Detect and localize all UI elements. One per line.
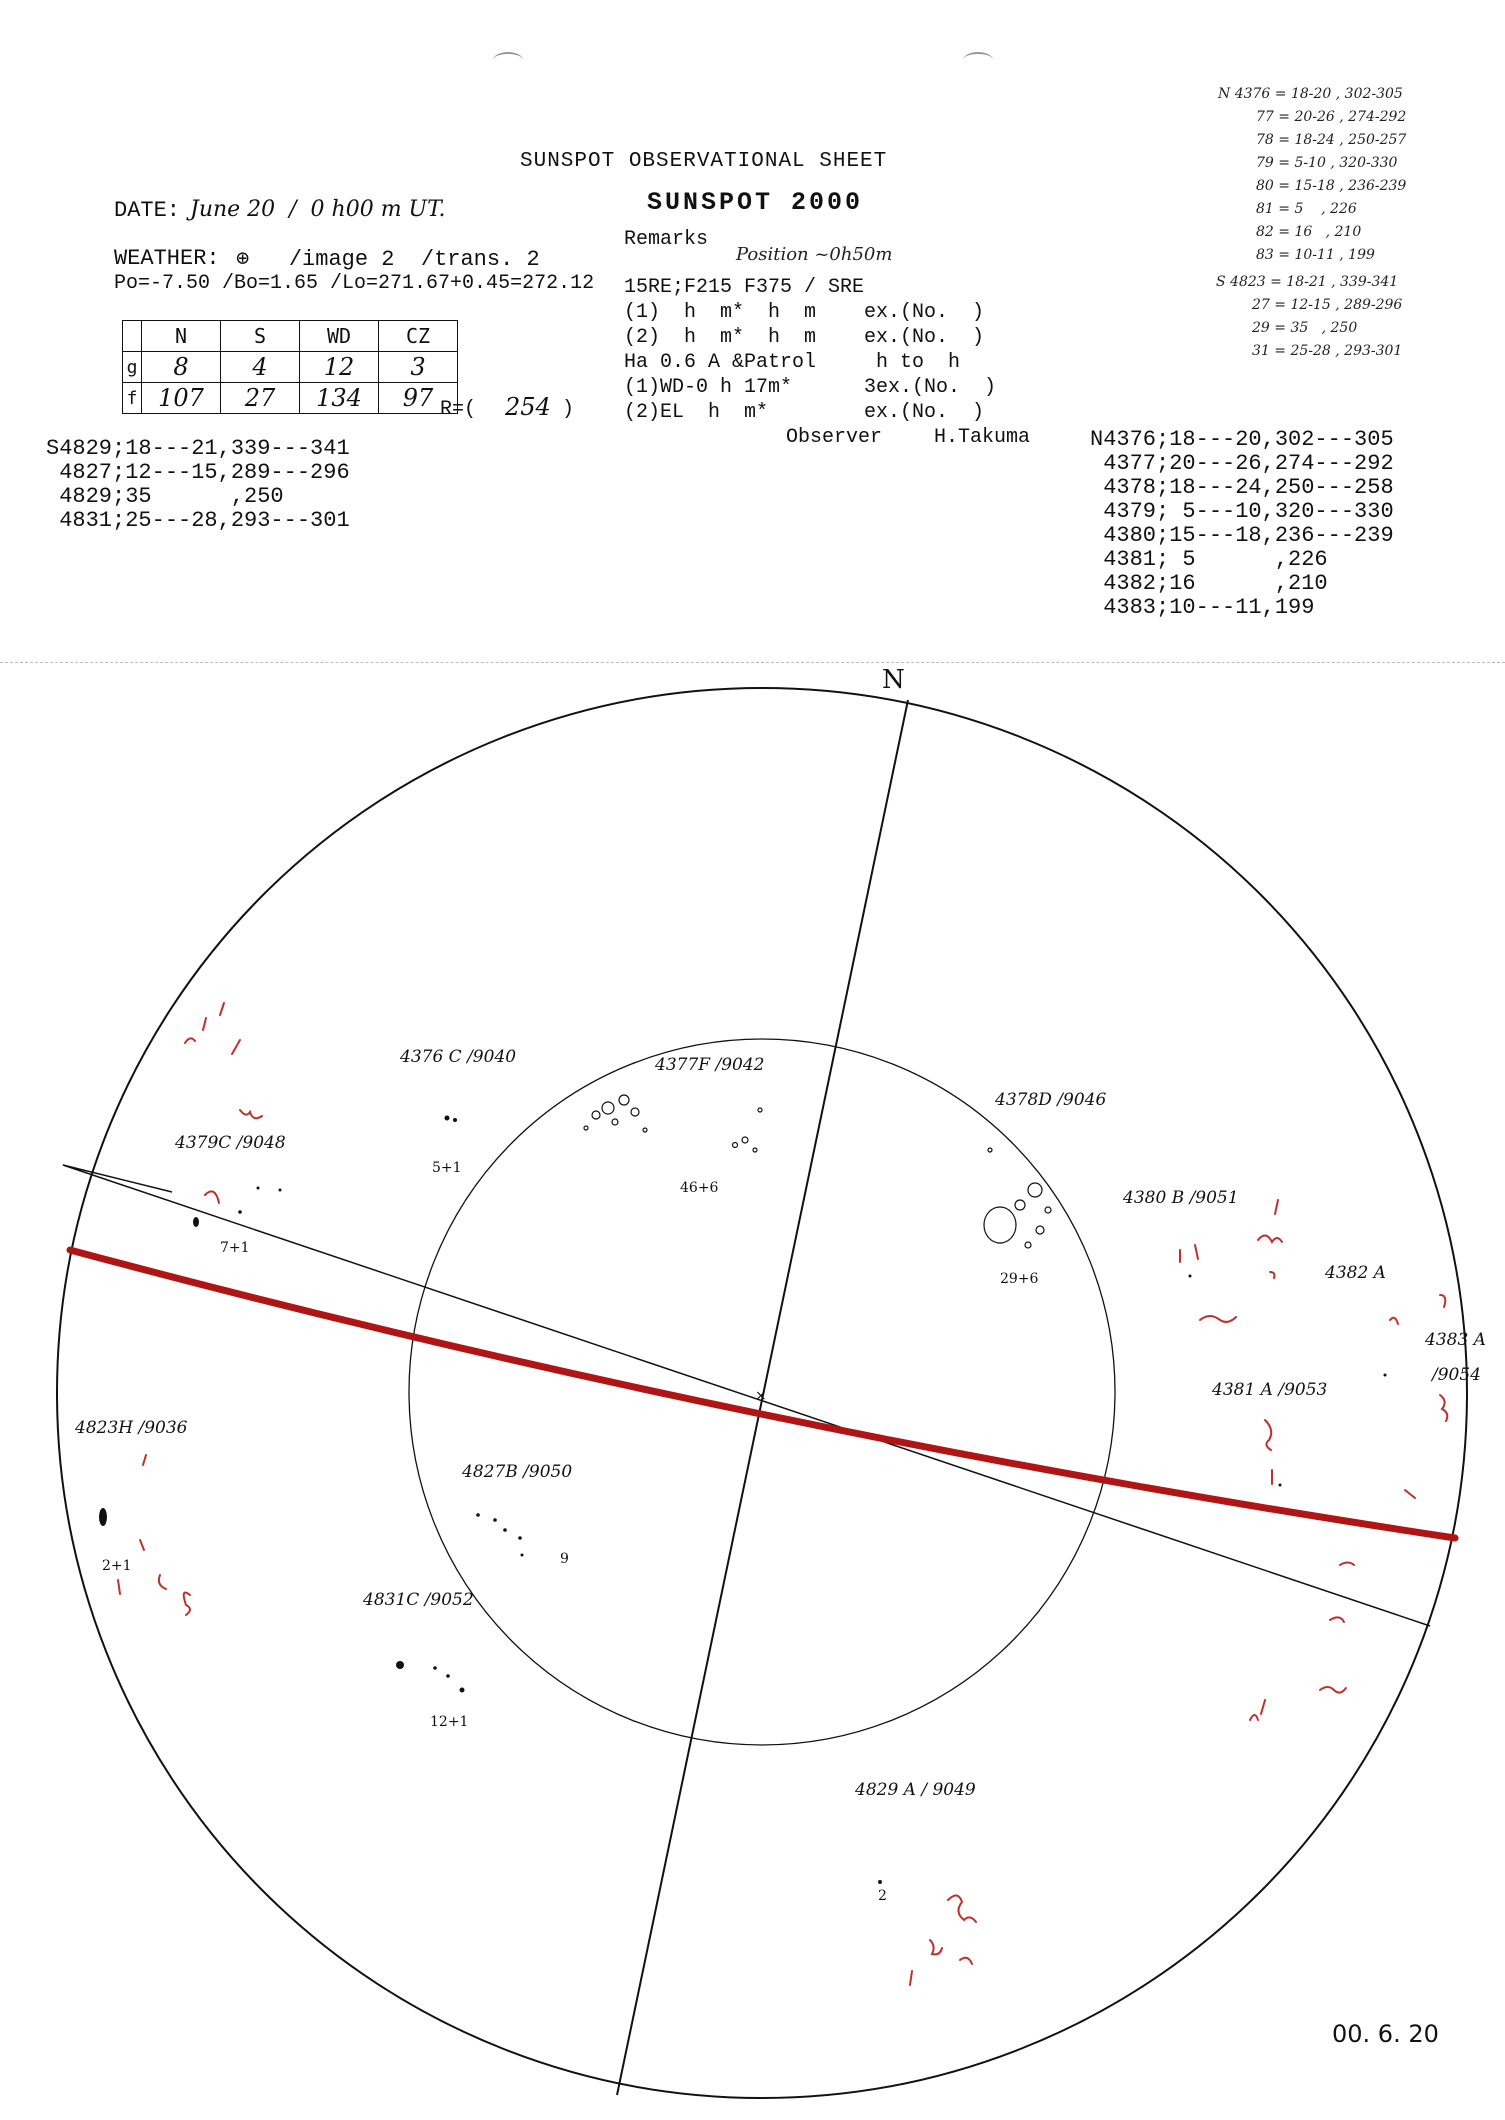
remarks-line-1: 15RE;F215 F375 / SRE [624,276,865,299]
note-line: 78 = 18-24 , 250-257 [1256,132,1407,148]
note-line: 83 = 10-11 , 199 [1256,247,1375,263]
region-label-4383-number: /9054 [1432,1365,1481,1385]
region-label-4831: 4831C /9052 [363,1590,474,1610]
note-line: S 4823 = 18-21 , 339-341 [1216,274,1399,290]
region-count-4831: 12+1 [430,1714,469,1730]
region-count-4823: 2+1 [102,1558,132,1574]
south-group-line: S4829;18---21,339---341 [46,436,350,461]
spot-group-4823 [99,1508,107,1526]
observer-label: Observer [786,426,883,449]
header-cz: CZ [379,321,458,352]
region-count-4829: 2 [878,1888,887,1904]
region-label-4381: 4381 A /9053 [1212,1380,1328,1400]
region-count-4376: 5+1 [432,1160,462,1176]
cell-f-n: 107 [142,383,221,414]
header-n: N [142,321,221,352]
region-label-4376: 4376 C /9040 [400,1047,517,1067]
cell-f-cz: 97 [379,383,458,414]
north-group-line: 4383;10---11,199 [1090,595,1315,620]
region-label-4829: 4829 A / 9049 [855,1780,976,1800]
remarks-line-3: (2) h m* h m ex.(No. ) [624,326,985,349]
spot-group-4829 [878,1880,882,1884]
note-line: N 4376 = 18-20 , 302-305 [1218,86,1403,102]
header-s: S [221,321,300,352]
faculae-red-ink [118,1003,1447,1985]
sheet-subtitle: SUNSPOT 2000 [647,188,864,217]
north-group-line: 4378;18---24,250---258 [1090,475,1394,500]
north-group-line: 4377;20---26,274---292 [1090,451,1394,476]
cell-f-wd: 134 [300,383,379,414]
center-mark: × [755,1388,767,1404]
note-line: 79 = 5-10 , 320-330 [1256,155,1398,171]
spot-group-4827 [476,1513,523,1556]
north-label: N [882,665,905,695]
remarks-handwritten: Position ~0h50m [736,244,893,265]
spot-group-4378 [984,1148,1051,1248]
region-count-4827: 9 [560,1551,569,1567]
cell-f-s: 27 [221,383,300,414]
note-line: 82 = 16 , 210 [1256,224,1362,240]
r-close: ) [562,398,575,421]
note-line: 80 = 15-18 , 236-239 [1256,178,1407,194]
note-line: 77 = 20-26 , 274-292 [1256,109,1407,125]
region-label-4383: 4383 A [1425,1330,1486,1350]
spot-group-4377 [584,1095,762,1152]
grid-line-stub [63,1165,172,1192]
region-label-4382: 4382 A [1325,1263,1386,1283]
region-label-4823: 4823H /9036 [75,1418,188,1438]
region-label-4827: 4827B /9050 [462,1462,573,1482]
spot-group-4831 [396,1661,465,1693]
sheet-title: SUNSPOT OBSERVATIONAL SHEET [520,150,888,173]
remarks-line-6: (2)EL h m* ex.(No. ) [624,401,985,424]
cell-g-wd: 12 [300,352,379,383]
south-group-line: 4827;12---15,289---296 [46,460,350,485]
remarks-label: Remarks [624,228,709,251]
weather-value: ⊕ /image 2 /trans. 2 [236,247,540,272]
date-value: June 20 / 0 h00 m UT. [190,197,446,222]
north-group-line: 4381; 5 ,226 [1090,547,1328,572]
date-stamp: 00. 6. 20 [1332,2020,1439,2048]
south-group-line: 4831;25---28,293---301 [46,508,350,533]
spot-group-4376 [445,1116,458,1123]
north-group-line: N4376;18---20,302---305 [1090,427,1394,452]
header-wd: WD [300,321,379,352]
cell-g-n: 8 [142,352,221,383]
row-label-f: f [123,383,142,414]
remarks-line-4: Ha 0.6 A &Patrol h to h [624,351,961,374]
north-group-line: 4382;16 ,210 [1090,571,1328,596]
note-line: 81 = 5 , 226 [1256,201,1357,217]
remarks-line-5: (1)WD-0 h 17m* 3ex.(No. ) [624,376,997,399]
region-label-4379: 4379C /9048 [175,1133,286,1153]
region-label-4378: 4378D /9046 [995,1090,1107,1110]
region-count-4378: 29+6 [1000,1271,1039,1287]
r-value: 254 [505,393,551,421]
cell-g-cz: 3 [379,352,458,383]
observer-name: H.Takuma [934,426,1031,449]
r-label: R=( [440,398,477,421]
weather-label: WEATHER: [114,246,220,271]
region-count-4377: 46+6 [680,1180,719,1196]
remarks-line-2: (1) h m* h m ex.(No. ) [624,301,985,324]
params-line: Po=-7.50 /Bo=1.65 /Lo=271.67+0.45=272.12 [114,272,595,295]
date-label: DATE: [114,198,181,223]
region-label-4380: 4380 B /9051 [1123,1188,1239,1208]
note-line: 27 = 12-15 , 289-296 [1252,297,1403,313]
note-line: 31 = 25-28 , 293-301 [1252,343,1403,359]
north-group-line: 4379; 5---10,320---330 [1090,499,1394,524]
row-label-g: g [123,352,142,383]
south-group-line: 4829;35 ,250 [46,484,284,509]
note-line: 29 = 35 , 250 [1252,320,1358,336]
north-group-line: 4380;15---18,236---239 [1090,523,1394,548]
region-count-4379: 7+1 [220,1240,250,1256]
region-label-4377: 4377F /9042 [655,1055,765,1075]
cell-g-s: 4 [221,352,300,383]
